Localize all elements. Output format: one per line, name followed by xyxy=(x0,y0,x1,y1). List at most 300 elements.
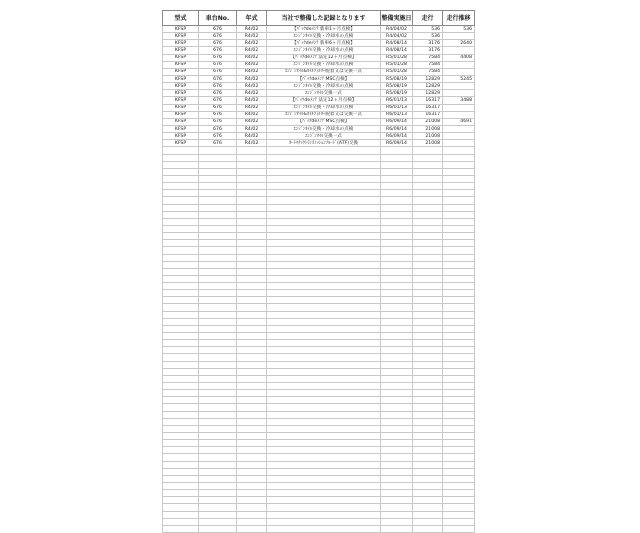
chassis-no-cell: 676 xyxy=(199,111,237,118)
chassis-no-cell xyxy=(199,183,237,190)
year-cell: R4/02 xyxy=(237,97,267,104)
year-cell: R4/02 xyxy=(237,104,267,111)
service-date-cell xyxy=(381,311,413,318)
record-cell xyxy=(267,197,381,204)
year-cell xyxy=(237,461,267,468)
empty-row xyxy=(163,325,475,332)
model-cell xyxy=(163,461,199,468)
empty-row xyxy=(163,240,475,247)
service-date-cell xyxy=(381,168,413,175)
mileage-cell xyxy=(413,383,443,390)
chassis-no-cell xyxy=(199,340,237,347)
chassis-no-cell xyxy=(199,483,237,490)
service-date-cell xyxy=(381,240,413,247)
model-cell xyxy=(163,325,199,332)
model-cell xyxy=(163,490,199,497)
year-cell xyxy=(237,233,267,240)
record-cell xyxy=(267,433,381,440)
model-cell xyxy=(163,311,199,318)
model-cell xyxy=(163,411,199,418)
record-cell: 【ﾊﾟｯｸdeﾒﾝﾃ 法定12ヶ月点検】 xyxy=(267,54,381,61)
service-date-cell xyxy=(381,475,413,482)
record-cell xyxy=(267,375,381,382)
record-cell xyxy=(267,233,381,240)
mileage-trend-cell xyxy=(443,368,475,375)
service-date-cell xyxy=(381,297,413,304)
table-row xyxy=(163,111,475,118)
mileage-trend-cell xyxy=(443,225,475,232)
header-year: 年式 xyxy=(237,11,267,26)
year-cell xyxy=(237,318,267,325)
service-date-cell xyxy=(381,433,413,440)
record-cell xyxy=(267,483,381,490)
mileage-trend-cell xyxy=(443,440,475,447)
record-cell xyxy=(267,333,381,340)
mileage-cell: 16317 xyxy=(413,111,443,118)
record-cell: ｵｰﾄﾏﾁｯｸﾄﾗﾝｽﾐｯｼｮﾝﾌﾙｰﾄﾞ(ATF)交換 xyxy=(267,140,381,147)
model-cell xyxy=(163,240,199,247)
chassis-no-cell xyxy=(199,290,237,297)
record-cell xyxy=(267,518,381,525)
model-cell: KFSP xyxy=(163,61,199,68)
empty-row xyxy=(163,183,475,190)
mileage-cell xyxy=(413,468,443,475)
record-cell: ｴﾝｼﾞﾝｵｲﾙ交換・冷却水の点検 xyxy=(267,61,381,68)
mileage-cell xyxy=(413,225,443,232)
mileage-cell: 7584 xyxy=(413,61,443,68)
year-cell xyxy=(237,190,267,197)
chassis-no-cell xyxy=(199,397,237,404)
year-cell: R4/02 xyxy=(237,47,267,54)
model-cell xyxy=(163,525,199,532)
mileage-trend-cell xyxy=(443,304,475,311)
year-cell xyxy=(237,497,267,504)
record-cell xyxy=(267,404,381,411)
table-row xyxy=(163,104,475,111)
service-date-cell xyxy=(381,511,413,518)
model-cell xyxy=(163,304,199,311)
service-date-cell xyxy=(381,390,413,397)
service-date-cell xyxy=(381,383,413,390)
chassis-no-cell xyxy=(199,304,237,311)
chassis-no-cell xyxy=(199,225,237,232)
mileage-cell: 536 xyxy=(413,26,443,33)
record-cell xyxy=(267,275,381,282)
model-cell: KFSP xyxy=(163,40,199,47)
record-cell xyxy=(267,361,381,368)
record-cell xyxy=(267,204,381,211)
model-cell xyxy=(163,440,199,447)
record-cell xyxy=(267,390,381,397)
chassis-no-cell xyxy=(199,297,237,304)
chassis-no-cell xyxy=(199,147,237,154)
chassis-no-cell: 676 xyxy=(199,40,237,47)
mileage-trend-cell xyxy=(443,454,475,461)
header-record: 当社で整備した記録となります xyxy=(267,11,381,26)
mileage-trend-cell xyxy=(443,340,475,347)
mileage-trend-cell xyxy=(443,461,475,468)
mileage-trend-cell xyxy=(443,111,475,118)
table-row xyxy=(163,125,475,132)
service-date-cell: R5/01/28 xyxy=(381,54,413,61)
chassis-no-cell xyxy=(199,268,237,275)
model-cell xyxy=(163,254,199,261)
empty-row xyxy=(163,283,475,290)
year-cell xyxy=(237,204,267,211)
empty-row xyxy=(163,461,475,468)
model-cell xyxy=(163,261,199,268)
service-date-cell xyxy=(381,233,413,240)
model-cell xyxy=(163,475,199,482)
model-cell xyxy=(163,161,199,168)
year-cell xyxy=(237,268,267,275)
empty-row xyxy=(163,204,475,211)
year-cell: R4/02 xyxy=(237,26,267,33)
chassis-no-cell: 676 xyxy=(199,97,237,104)
service-date-cell xyxy=(381,190,413,197)
service-date-cell xyxy=(381,225,413,232)
year-cell xyxy=(237,454,267,461)
mileage-trend-cell xyxy=(443,518,475,525)
empty-row xyxy=(163,190,475,197)
header-chassis-no: 車台No. xyxy=(199,11,237,26)
mileage-trend-cell xyxy=(443,347,475,354)
mileage-trend-cell xyxy=(443,125,475,132)
record-cell xyxy=(267,490,381,497)
empty-row xyxy=(163,211,475,218)
empty-row xyxy=(163,504,475,511)
model-cell xyxy=(163,247,199,254)
service-date-cell xyxy=(381,161,413,168)
year-cell xyxy=(237,297,267,304)
record-cell xyxy=(267,418,381,425)
mileage-trend-cell xyxy=(443,483,475,490)
empty-row xyxy=(163,354,475,361)
record-cell xyxy=(267,497,381,504)
chassis-no-cell: 676 xyxy=(199,75,237,82)
mileage-cell: 21008 xyxy=(413,125,443,132)
mileage-cell: 12829 xyxy=(413,75,443,82)
chassis-no-cell: 676 xyxy=(199,118,237,125)
mileage-cell xyxy=(413,268,443,275)
empty-row xyxy=(163,525,475,532)
mileage-trend-cell xyxy=(443,233,475,240)
chassis-no-cell xyxy=(199,211,237,218)
mileage-trend-cell xyxy=(443,68,475,75)
empty-row xyxy=(163,404,475,411)
empty-row xyxy=(163,261,475,268)
mileage-cell xyxy=(413,175,443,182)
service-date-cell xyxy=(381,447,413,454)
service-date-cell: R6/09/14 xyxy=(381,125,413,132)
chassis-no-cell xyxy=(199,275,237,282)
model-cell xyxy=(163,175,199,182)
mileage-cell xyxy=(413,204,443,211)
empty-row xyxy=(163,368,475,375)
service-date-cell xyxy=(381,361,413,368)
chassis-no-cell xyxy=(199,204,237,211)
service-date-cell xyxy=(381,304,413,311)
year-cell: R4/02 xyxy=(237,111,267,118)
record-cell xyxy=(267,304,381,311)
chassis-no-cell xyxy=(199,504,237,511)
mileage-trend-cell xyxy=(443,354,475,361)
service-date-cell xyxy=(381,425,413,432)
service-date-cell xyxy=(381,183,413,190)
model-cell xyxy=(163,225,199,232)
year-cell xyxy=(237,240,267,247)
model-cell xyxy=(163,147,199,154)
year-cell xyxy=(237,275,267,282)
empty-row xyxy=(163,475,475,482)
header-mileage: 走行 xyxy=(413,11,443,26)
mileage-cell xyxy=(413,361,443,368)
service-date-cell xyxy=(381,375,413,382)
year-cell xyxy=(237,147,267,154)
header-service-date: 整備実施日 xyxy=(381,11,413,26)
year-cell xyxy=(237,161,267,168)
service-date-cell xyxy=(381,333,413,340)
mileage-cell xyxy=(413,440,443,447)
model-cell: KFSP xyxy=(163,125,199,132)
year-cell: R4/02 xyxy=(237,40,267,47)
table-row xyxy=(163,140,475,147)
empty-row xyxy=(163,440,475,447)
empty-row xyxy=(163,347,475,354)
model-cell xyxy=(163,340,199,347)
table-row xyxy=(163,68,475,75)
year-cell xyxy=(237,225,267,232)
empty-row xyxy=(163,225,475,232)
mileage-trend-cell xyxy=(443,268,475,275)
record-cell xyxy=(267,468,381,475)
model-cell xyxy=(163,275,199,282)
chassis-no-cell xyxy=(199,318,237,325)
year-cell xyxy=(237,247,267,254)
service-date-cell xyxy=(381,290,413,297)
record-cell xyxy=(267,261,381,268)
empty-row xyxy=(163,268,475,275)
mileage-trend-cell xyxy=(443,283,475,290)
empty-row xyxy=(163,290,475,297)
year-cell xyxy=(237,283,267,290)
year-cell: R4/02 xyxy=(237,54,267,61)
empty-row xyxy=(163,511,475,518)
service-date-cell xyxy=(381,340,413,347)
mileage-trend-cell xyxy=(443,475,475,482)
record-cell xyxy=(267,447,381,454)
mileage-cell: 21008 xyxy=(413,133,443,140)
mileage-cell xyxy=(413,211,443,218)
model-cell xyxy=(163,297,199,304)
chassis-no-cell: 676 xyxy=(199,125,237,132)
mileage-trend-cell xyxy=(443,140,475,147)
service-date-cell xyxy=(381,418,413,425)
mileage-trend-cell xyxy=(443,504,475,511)
mileage-trend-cell xyxy=(443,525,475,532)
mileage-trend-cell xyxy=(443,33,475,40)
year-cell xyxy=(237,468,267,475)
record-cell xyxy=(267,475,381,482)
chassis-no-cell: 676 xyxy=(199,140,237,147)
service-date-cell: R4/04/02 xyxy=(381,33,413,40)
year-cell: R4/02 xyxy=(237,33,267,40)
service-date-cell: R5/08/19 xyxy=(381,75,413,82)
empty-row xyxy=(163,154,475,161)
empty-row xyxy=(163,340,475,347)
service-date-cell: R6/01/13 xyxy=(381,111,413,118)
empty-row xyxy=(163,483,475,490)
year-cell: R4/02 xyxy=(237,83,267,90)
table-body xyxy=(163,26,475,533)
chassis-no-cell xyxy=(199,440,237,447)
service-date-cell xyxy=(381,211,413,218)
mileage-cell xyxy=(413,154,443,161)
record-cell xyxy=(267,147,381,154)
mileage-trend-cell xyxy=(443,418,475,425)
empty-row xyxy=(163,361,475,368)
mileage-trend-cell xyxy=(443,261,475,268)
record-cell: ｴﾝｼﾞﾝｵｲﾙ&ｵｲﾙﾌｨﾙﾀｰ脱着又は交換一式 xyxy=(267,68,381,75)
record-cell xyxy=(267,297,381,304)
chassis-no-cell xyxy=(199,218,237,225)
mileage-cell xyxy=(413,433,443,440)
service-date-cell: R4/08/14 xyxy=(381,47,413,54)
mileage-cell xyxy=(413,247,443,254)
mileage-cell: 7584 xyxy=(413,68,443,75)
record-cell xyxy=(267,254,381,261)
mileage-cell xyxy=(413,354,443,361)
mileage-trend-cell xyxy=(443,375,475,382)
service-date-cell: R6/09/14 xyxy=(381,140,413,147)
chassis-no-cell xyxy=(199,525,237,532)
mileage-cell xyxy=(413,333,443,340)
year-cell xyxy=(237,518,267,525)
mileage-cell xyxy=(413,254,443,261)
mileage-trend-cell xyxy=(443,490,475,497)
mileage-trend-cell xyxy=(443,318,475,325)
model-cell: KFSP xyxy=(163,90,199,97)
record-cell xyxy=(267,211,381,218)
mileage-trend-cell xyxy=(443,204,475,211)
mileage-trend-cell xyxy=(443,104,475,111)
mileage-cell xyxy=(413,340,443,347)
mileage-cell xyxy=(413,404,443,411)
model-cell xyxy=(163,218,199,225)
chassis-no-cell xyxy=(199,425,237,432)
mileage-cell: 21008 xyxy=(413,118,443,125)
mileage-cell xyxy=(413,218,443,225)
service-date-cell xyxy=(381,175,413,182)
chassis-no-cell xyxy=(199,375,237,382)
empty-row xyxy=(163,425,475,432)
header-mileage-trend: 走行推移 xyxy=(443,11,475,26)
service-date-cell xyxy=(381,218,413,225)
mileage-trend-cell xyxy=(443,211,475,218)
model-cell xyxy=(163,397,199,404)
mileage-trend-cell xyxy=(443,168,475,175)
record-cell xyxy=(267,511,381,518)
chassis-no-cell: 676 xyxy=(199,68,237,75)
year-cell: R4/02 xyxy=(237,68,267,75)
record-cell xyxy=(267,504,381,511)
model-cell: KFSP xyxy=(163,104,199,111)
record-cell xyxy=(267,354,381,361)
chassis-no-cell xyxy=(199,175,237,182)
record-cell: ｴﾝｼﾞﾝｵｲﾙ交換・冷却水の点検 xyxy=(267,47,381,54)
chassis-no-cell xyxy=(199,311,237,318)
empty-row xyxy=(163,218,475,225)
record-cell xyxy=(267,183,381,190)
service-date-cell xyxy=(381,490,413,497)
service-date-cell xyxy=(381,154,413,161)
empty-row xyxy=(163,518,475,525)
record-cell xyxy=(267,225,381,232)
chassis-no-cell xyxy=(199,154,237,161)
service-date-cell xyxy=(381,197,413,204)
year-cell xyxy=(237,418,267,425)
service-date-cell xyxy=(381,204,413,211)
model-cell xyxy=(163,447,199,454)
mileage-trend-cell xyxy=(443,511,475,518)
mileage-cell xyxy=(413,511,443,518)
chassis-no-cell: 676 xyxy=(199,61,237,68)
empty-row xyxy=(163,197,475,204)
record-cell: ｴﾝｼﾞﾝｵｲﾙ交換・冷却水の点検 xyxy=(267,33,381,40)
record-cell: ｴﾝｼﾞﾝｵｲﾙ交換一式 xyxy=(267,90,381,97)
mileage-trend-cell xyxy=(443,254,475,261)
model-cell xyxy=(163,233,199,240)
mileage-cell xyxy=(413,197,443,204)
mileage-trend-cell xyxy=(443,175,475,182)
model-cell xyxy=(163,497,199,504)
mileage-trend-cell xyxy=(443,397,475,404)
chassis-no-cell: 676 xyxy=(199,83,237,90)
mileage-trend-cell xyxy=(443,333,475,340)
model-cell xyxy=(163,504,199,511)
model-cell xyxy=(163,518,199,525)
year-cell xyxy=(237,397,267,404)
mileage-trend-cell xyxy=(443,240,475,247)
year-cell xyxy=(237,304,267,311)
mileage-trend-cell xyxy=(443,425,475,432)
year-cell xyxy=(237,475,267,482)
year-cell: R4/02 xyxy=(237,133,267,140)
chassis-no-cell xyxy=(199,347,237,354)
mileage-trend-cell: 3488 xyxy=(443,97,475,104)
mileage-cell xyxy=(413,461,443,468)
mileage-cell xyxy=(413,397,443,404)
empty-row xyxy=(163,333,475,340)
year-cell xyxy=(237,197,267,204)
chassis-no-cell xyxy=(199,390,237,397)
record-cell xyxy=(267,218,381,225)
model-cell: KFSP xyxy=(163,75,199,82)
record-cell xyxy=(267,290,381,297)
mileage-trend-cell: 536 xyxy=(443,26,475,33)
record-cell xyxy=(267,311,381,318)
model-cell xyxy=(163,404,199,411)
mileage-cell xyxy=(413,290,443,297)
record-cell: ｴﾝｼﾞﾝｵｲﾙ交換一式 xyxy=(267,133,381,140)
service-date-cell xyxy=(381,254,413,261)
model-cell xyxy=(163,354,199,361)
year-cell: R4/02 xyxy=(237,140,267,147)
chassis-no-cell: 676 xyxy=(199,47,237,54)
model-cell xyxy=(163,204,199,211)
chassis-no-cell xyxy=(199,511,237,518)
model-cell: KFSP xyxy=(163,83,199,90)
